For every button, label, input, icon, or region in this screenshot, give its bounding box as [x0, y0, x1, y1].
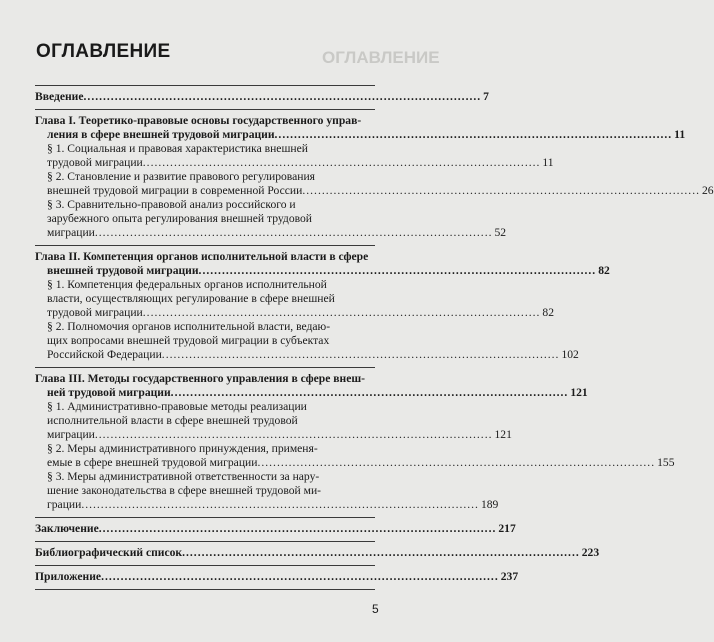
section-line[interactable]: миграции ..... 121	[35, 428, 375, 442]
entry-page: 7	[483, 90, 489, 103]
section-line[interactable]: трудовой миграции ..... 11	[35, 156, 375, 170]
section-line[interactable]: § 1. Социальная и правовая характеристика внешней	[47, 142, 308, 155]
leader-dots	[84, 90, 482, 104]
toc-chapter-2	[35, 246, 610, 367]
section-line[interactable]: § 2. Меры административного принуждения, применя-	[47, 442, 318, 455]
section-line[interactable]: внешней трудовой миграции в современной России ..... 26	[35, 184, 375, 198]
section-line[interactable]: Российской Федерации ..... 102	[35, 348, 375, 362]
entry-page: 217	[498, 522, 516, 535]
section-line[interactable]: § 2. Становление и развитие правового регулирования	[47, 170, 316, 183]
leader-dots	[182, 546, 580, 560]
section-line[interactable]: § 3. Сравнительно-правовой анализ российского и	[47, 198, 296, 211]
leader-dots	[101, 570, 499, 584]
page-number: 5	[372, 602, 379, 616]
entry-page: 223	[581, 546, 600, 559]
entry-title: Введение	[35, 90, 84, 103]
chapter-title-line[interactable]: Глава II. Компетенция органов исполнительной власти в сфере	[35, 250, 369, 263]
chapter-title-line[interactable]: Глава I. Теоретико-правовые основы государственного управ-	[35, 114, 362, 127]
toc-entry-bibliography[interactable]	[35, 542, 600, 565]
section-line[interactable]: § 3. Меры административной ответственности за нару-	[47, 470, 320, 483]
section-line[interactable]: зарубежного опыта регулирования внешней трудовой	[47, 212, 313, 225]
section-line[interactable]: емые в сфере внешней трудовой миграции ..... 155	[35, 456, 375, 470]
entry-title: Библиографический список	[35, 546, 183, 559]
section-line[interactable]: § 1. Административно-правовые методы реализации	[47, 400, 307, 413]
leader-dots	[99, 522, 497, 536]
section-line[interactable]: § 2. Полномочия органов исполнительной власти, ведаю-	[47, 320, 331, 333]
section-line[interactable]: шение законодательства в сфере внешней трудовой ми-	[47, 484, 322, 497]
toc-chapter-1	[35, 110, 714, 245]
page-title: ОГЛАВЛЕНИЕ	[36, 41, 171, 62]
chapter-title-line[interactable]: ления в сфере внешней трудовой миграции ..... 11	[35, 128, 375, 142]
divider	[35, 589, 375, 590]
chapter-title-line[interactable]: внешней трудовой миграции ..... 82	[35, 264, 375, 278]
toc-entry-intro[interactable]	[35, 86, 489, 109]
toc-entry-appendix[interactable]	[35, 566, 519, 589]
entry-title: Приложение	[35, 570, 102, 583]
entry-title: Заключение	[35, 522, 99, 535]
chapter-title-line[interactable]: Глава III. Методы государственного управления в сфере внеш-	[35, 372, 365, 385]
section-line[interactable]: миграции ..... 52	[35, 226, 375, 240]
section-line[interactable]: щих вопросами внешней трудовой миграции в субъектах	[47, 334, 330, 347]
section-line[interactable]: исполнительной власти в сфере внешней трудовой	[47, 414, 298, 427]
chapter-title-line[interactable]: ней трудовой миграции ..... 121	[35, 386, 375, 400]
toc-chapter-3	[35, 368, 675, 517]
toc-entry-conclusion[interactable]	[35, 518, 516, 541]
section-line[interactable]: трудовой миграции ..... 82	[35, 306, 375, 320]
section-line[interactable]: власти, осуществляющих регулирование в сфере внешней	[47, 292, 335, 305]
section-line[interactable]: § 1. Компетенция федеральных органов исполнительной	[47, 278, 327, 291]
bleed-through-text: ОГЛАВЛЕНИЕ	[322, 48, 440, 67]
entry-page: 237	[500, 570, 519, 583]
table-of-contents	[35, 85, 714, 590]
section-line[interactable]: грации ..... 189	[35, 498, 375, 512]
